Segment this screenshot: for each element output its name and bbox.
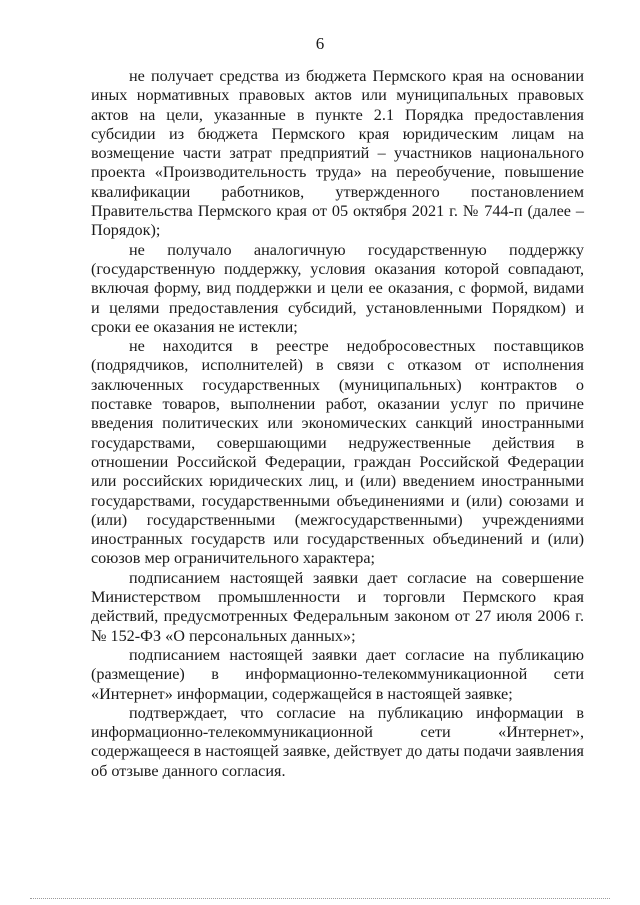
paragraph-budget-funds: не получает средства из бюджета Пермского края на основании иных нормативных правовых актов или муниципальных правовых актов на цели, указанные в пункте 2.1 Порядка предоставления субсидии из бюджета Пермского края юридическим лицам на возмещение части затрат предприятий – участников национального проекта «Производительность труда» на переобучение, повышение квалификации работников, утвержденного постановлением Правительства Пермского края от 05 октября 2021 г. № 744-п (далее – Порядок);: [91, 67, 584, 240]
paragraph-publication-consent: подписанием настоящей заявки дает согласие на публикацию (размещение) в информационно-телекоммуникационной сети «Интернет» информации, содержащейся в настоящей заявке;: [91, 645, 584, 703]
paragraph-unfair-suppliers-registry: не находится в реестре недобросовестных поставщиков (подрядчиков, исполнителей) в связи с отказом от исполнения заключенных государственных (муниципальных) контрактов о поставке товаров, выполнении работ, оказании услуг по причине введения политических или экономических санкций иностранными государствами, совершающими недружественные действия в отношении Российской Федерации, граждан Российской Федерации или российских юридических лиц, и (или) введением иностранными государствами, государственными объединениями и (или) союзами и (или) государственными (межгосударственными) учреждениями иностранных государств или государственных объединений и (или) союзов мер ограничительного характера;: [91, 337, 584, 568]
page-number: 6: [315, 34, 325, 53]
paragraph-personal-data-consent: подписанием настоящей заявки дает согласие на совершение Министерством промышленности и торговли Пермского края действий, предусмотренных Федеральным законом от 27 июля 2006 г. № 152-ФЗ «О персональных данных»;: [91, 568, 584, 645]
document-body: [91, 67, 584, 781]
paragraph-similar-support: не получало аналогичную государственную поддержку (государственную поддержку, условия оказания которой совпадают, включая форму, вид поддержки и цели ее оказания, с формой, видами и целями предоставления субсидий, установленными Порядком) и сроки ее оказания не истекли;: [91, 240, 584, 336]
scan-edge-divider: [30, 898, 610, 899]
paragraph-consent-validity: подтверждает, что согласие на публикацию информации в информационно-телекоммуникационной сети «Интернет», содержащееся в настоящей заявке, действует до даты подачи заявления об отзыве данного согласия.: [91, 703, 584, 780]
